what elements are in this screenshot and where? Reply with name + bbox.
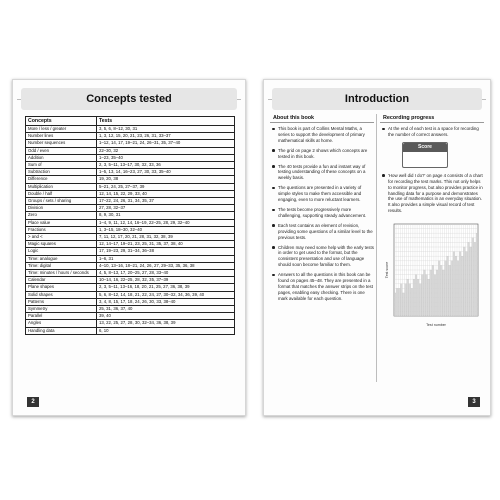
tests-cell: 12, 14, 15, 22, 29, 33, 40 — [97, 190, 235, 197]
list-item: Children may need some help with the early tests in order to get used to the format, but the consistent presentation and use of language should soon become familiar to them. — [278, 244, 374, 268]
chart-bar — [445, 261, 447, 316]
recording-heading: Recording progress — [380, 114, 484, 123]
concept-cell: More / less / greater — [26, 126, 97, 133]
tests-cell: 7, 11, 12, 17, 20, 21, 28, 31, 32, 38, 39 — [97, 234, 235, 241]
column-divider — [376, 114, 377, 382]
progress-chart — [384, 218, 482, 328]
chart-bar — [405, 284, 407, 316]
chart-bar — [419, 284, 421, 316]
tests-cell: 8, 9, 30, 31 — [97, 212, 235, 219]
concepts-title: Concepts tested — [86, 93, 172, 105]
progress-chart-svg — [384, 218, 482, 328]
table-row — [26, 176, 235, 183]
list-item: At the end of each test is a space for recording the number of correct answers. — [388, 126, 484, 138]
concept-cell: Parallel — [26, 313, 97, 320]
chart-bar — [440, 266, 442, 317]
concepts-banner — [21, 88, 237, 110]
concept-cell: Time: minutes / hours / seconds — [26, 270, 97, 277]
table-row — [26, 313, 235, 320]
table-row — [26, 126, 235, 133]
tests-cell: 39, 40 — [97, 313, 235, 320]
page-number: 2 — [27, 397, 39, 407]
concepts-table — [25, 116, 235, 335]
column-header-concepts: Concepts — [26, 117, 97, 126]
table-row — [26, 284, 235, 291]
tests-cell: 1–5, 13, 14, 16–23, 27, 30, 33, 35–40 — [97, 169, 235, 176]
chart-bar — [464, 247, 466, 316]
tests-cell: 27, 28, 32–37 — [97, 205, 235, 212]
table-row — [26, 298, 235, 305]
table-row — [26, 255, 235, 262]
tests-cell: 2, 3, 5–11, 13–16, 18, 20, 21, 25, 27, 36, 38, 39 — [97, 284, 235, 291]
tests-cell: 4, 5, 8–13, 17, 20–25, 27, 28, 33–40 — [97, 270, 235, 277]
chart-bar — [398, 289, 400, 317]
recording-bullets — [380, 126, 484, 138]
concept-cell: Division — [26, 205, 97, 212]
about-heading: About this book — [270, 114, 374, 123]
recording-column — [380, 114, 484, 328]
concept-cell: Difference — [26, 176, 97, 183]
chart-bar — [411, 289, 413, 317]
introduction-banner — [272, 88, 482, 110]
table-row — [26, 154, 235, 161]
tests-cell: 12, 14–17, 19–21, 23, 25, 31, 35, 37, 38, 40 — [97, 241, 235, 248]
chart-bar — [409, 284, 411, 316]
table-row — [26, 219, 235, 226]
tests-cell: 10–14, 16, 22–25, 28, 32, 35, 37–39 — [97, 277, 235, 284]
table-row — [26, 306, 235, 313]
chart-bar — [443, 270, 445, 316]
x-axis-label: Test number — [426, 323, 446, 328]
tests-cell: 1–23, 35–40 — [97, 154, 235, 161]
concept-cell: Time: analogue — [26, 255, 97, 262]
tests-cell: 25, 31, 36, 37, 40 — [97, 306, 235, 313]
concept-cell: Symmetry — [26, 306, 97, 313]
tests-cell: 1, 3, 12, 15, 20, 21, 23, 26, 31, 33–37 — [97, 133, 235, 140]
concept-cell: Number lines — [26, 133, 97, 140]
table-row — [26, 277, 235, 284]
table-row — [26, 291, 235, 298]
score-box — [402, 142, 448, 168]
table-row — [26, 262, 235, 269]
list-item: The questions are presented in a variety of simple styles to make them accessible and engaging, even to more reluctant learners. — [278, 185, 374, 203]
chart-bar — [472, 238, 474, 316]
concept-cell: Addition — [26, 154, 97, 161]
chart-bar — [455, 256, 457, 316]
concept-cell: Handling data — [26, 327, 97, 334]
chart-bar — [432, 266, 434, 317]
chart-bar — [476, 233, 478, 316]
table-row — [26, 205, 235, 212]
chart-bar — [474, 243, 476, 317]
chart-bar — [447, 256, 449, 316]
tests-cell: 1–12, 14, 17, 19–21, 24, 26–31, 35, 37–40 — [97, 140, 235, 147]
table-row — [26, 140, 235, 147]
chart-bar — [461, 256, 463, 316]
tests-cell: 5–21, 24, 25, 27–37, 39 — [97, 183, 235, 190]
tests-cell: 17–22, 24, 26, 31, 34, 35, 37 — [97, 198, 235, 205]
tests-cell: 3, 5, 6, 8–12, 30, 31 — [97, 126, 235, 133]
chart-bar — [424, 270, 426, 316]
table-row — [26, 241, 235, 248]
page-number: 3 — [468, 397, 480, 407]
concept-cell: Zero — [26, 212, 97, 219]
concept-cell: Place value — [26, 219, 97, 226]
tests-cell: 2, 3, 5–11, 13–17, 30, 32, 33, 36 — [97, 162, 235, 169]
concept-cell: Number sequences — [26, 140, 97, 147]
chart-bar — [470, 247, 472, 316]
introduction-page — [263, 79, 491, 416]
table-row — [26, 226, 235, 233]
table-row — [26, 147, 235, 154]
concept-cell: Sum of — [26, 162, 97, 169]
concept-cell: Calendar — [26, 277, 97, 284]
chart-bar — [413, 279, 415, 316]
chart-bar — [438, 261, 440, 316]
introduction-title: Introduction — [344, 93, 410, 105]
tests-cell: 13, 22, 25, 27, 28, 30, 32–34, 36, 38, 39 — [97, 320, 235, 327]
concept-cell: Angles — [26, 320, 97, 327]
table-row — [26, 162, 235, 169]
concept-cell: Patterns — [26, 298, 97, 305]
chart-bar — [415, 275, 417, 316]
tests-cell: 17, 19–23, 29, 31–34, 36–38 — [97, 248, 235, 255]
chart-bar — [453, 252, 455, 316]
concept-cell: Odd / even — [26, 147, 97, 154]
tests-cell: 1–6, 31 — [97, 255, 235, 262]
table-row — [26, 133, 235, 140]
table-row — [26, 248, 235, 255]
table-header-row — [26, 117, 235, 126]
chart-bar — [401, 284, 403, 316]
list-item: Each test contains an element of revision, providing some questions of a similar level to the previous tests. — [278, 222, 373, 240]
recording-bullets-2 — [380, 173, 484, 214]
list-item: 'How well did I do?' on page 4 consists of a chart for recording the test marks. This not only helps to monitor progress, but also provides practice in handling data for a purpose and demonstrates the use of mathematics in an everyday situation. It also provides a simple visual record of test results. — [388, 172, 483, 214]
table-row — [26, 198, 235, 205]
concept-cell: > and < — [26, 234, 97, 241]
tests-cell: 3, 4, 8, 15, 17, 18, 24, 26, 30, 33, 38–40 — [97, 298, 235, 305]
list-item: Answers to all the questions in this book can be found on pages 45–48. They are presented in a format that matches the answer strips on the test pages, enabling easy checking. There is one mark available for each question. — [278, 272, 373, 301]
list-item: The tests become progressively more challenging, supporting steady advancement. — [278, 207, 374, 219]
chart-bar — [417, 279, 419, 316]
chart-bar — [426, 275, 428, 316]
table-row — [26, 169, 235, 176]
list-item: This book is part of Collins Mental Maths, a series to support the development of primary mathematical skills at home. — [278, 126, 374, 144]
tests-cell: 6, 10 — [97, 327, 235, 334]
chart-bar — [466, 252, 468, 316]
table-row — [26, 190, 235, 197]
about-column — [270, 114, 374, 306]
chart-bar — [396, 289, 398, 317]
concept-cell: Magic squares — [26, 241, 97, 248]
table-row — [26, 234, 235, 241]
chart-bar — [430, 270, 432, 316]
concept-cell: Fractions — [26, 226, 97, 233]
table-row — [26, 212, 235, 219]
table-row — [26, 183, 235, 190]
table-row — [26, 327, 235, 334]
chart-bar — [457, 261, 459, 316]
tests-cell: 19, 20, 38 — [97, 176, 235, 183]
concept-cell: Logic — [26, 248, 97, 255]
tests-cell: 22–30, 32 — [97, 147, 235, 154]
concepts-table-body — [26, 126, 235, 335]
about-bullets — [270, 126, 374, 302]
chart-bar — [436, 270, 438, 316]
table-row — [26, 270, 235, 277]
list-item: The 40 tests provide a fun and instant way of testing understanding of these concepts on a weekly basis. — [278, 164, 374, 182]
tests-cell: 1, 3–15, 18–30, 32–40 — [97, 226, 235, 233]
chart-bar — [434, 275, 436, 316]
y-axis-label: Test score — [385, 261, 389, 279]
chart-bar — [468, 243, 470, 317]
chart-bar — [403, 293, 405, 316]
chart-bar — [459, 252, 461, 316]
chart-bar — [422, 275, 424, 316]
chart-bar — [394, 293, 396, 316]
list-item: The grid on page 2 shows which concepts are tested in this book. — [278, 148, 374, 160]
concept-cell: Solid shapes — [26, 291, 97, 298]
concept-cell: Double / half — [26, 190, 97, 197]
tests-cell: 5, 6, 8–12, 14, 18, 21, 22, 24, 27, 30–32, 34, 36, 39, 40 — [97, 291, 235, 298]
tests-cell: 1–4, 9, 11, 12, 14, 16–19, 22–25, 28, 29, 32–40 — [97, 219, 235, 226]
concept-cell: Subtraction — [26, 169, 97, 176]
chart-bar — [451, 261, 453, 316]
chart-bar — [407, 279, 409, 316]
table-row — [26, 320, 235, 327]
concept-cell: Time: digital — [26, 262, 97, 269]
score-label: Score — [403, 143, 447, 152]
column-header-tests: Tests — [97, 117, 235, 126]
concepts-page — [12, 79, 246, 416]
chart-bar — [449, 266, 451, 317]
concept-cell: Groups / sets / sharing — [26, 198, 97, 205]
concept-cell: Plane shapes — [26, 284, 97, 291]
tests-cell: 4–10, 13–16, 18–21, 24, 26, 27, 29–33, 35, 36, 38 — [97, 262, 235, 269]
concept-cell: Multiplication — [26, 183, 97, 190]
chart-bar — [428, 279, 430, 316]
